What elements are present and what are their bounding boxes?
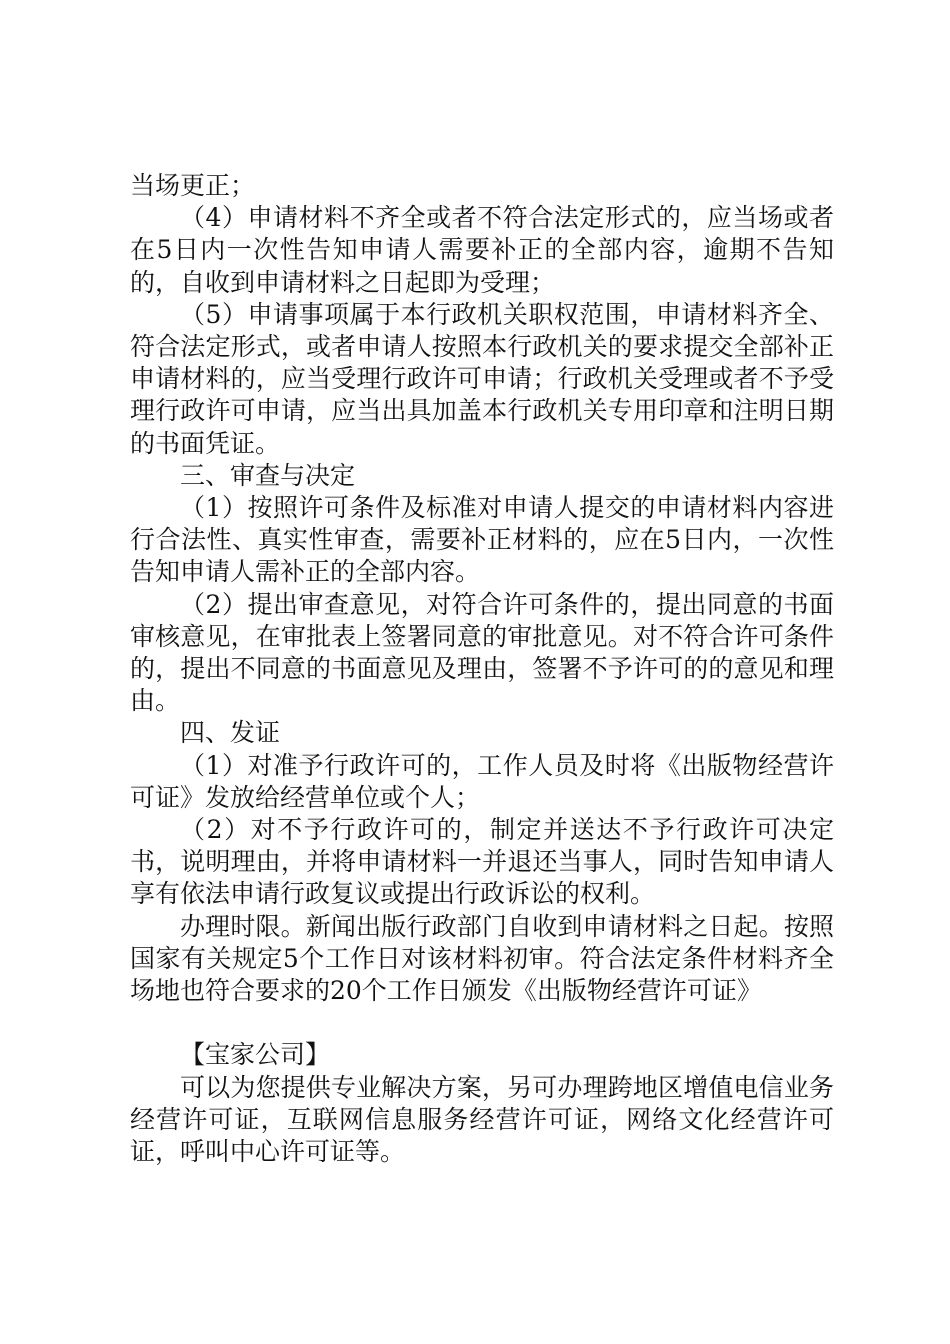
- paragraph-review-1: （1）按照许可条件及标准对申请人提交的申请材料内容进行合法性、真实性审查，需要补正材料的，应在5日内，一次性告知申请人需补正的全部内容。: [130, 493, 834, 587]
- paragraph-time-limit: 办理时限。新闻出版行政部门自收到申请材料之日起。按照国家有关规定5个工作日对该材料初审。符合法定条件材料齐全场地也符合要求的20个工作日颁发《出版物经营许可证》: [130, 911, 834, 1006]
- paragraph-review-2: （2）提出审查意见，对符合许可条件的，提出同意的书面审核意见，在审批表上签署同意的审批意见。对不符合许可条件的，提出不同意的书面意见及理由，签署不予许可的的意见和理由。: [130, 589, 834, 716]
- paragraph-item-5: （5）申请事项属于本行政机关职权范围，申请材料齐全、符合法定形式，或者申请人按照本行政机关的要求提交全部补正申请材料的，应当受理行政许可申请；行政机关受理或者不予受理行政许可申请，应当出具加盖本行政机关专用印章和注明日期的书面凭证。: [130, 299, 834, 458]
- company-heading: 【宝家公司】: [180, 1040, 331, 1070]
- paragraph-company-services: 可以为您提供专业解决方案，另可办理跨地区增值电信业务经营许可证，互联网信息服务经营许可证，网络文化经营许可证，呼叫中心许可证等。: [130, 1072, 834, 1167]
- document-body: [130, 170, 834, 1168]
- blank-line: [130, 1007, 834, 1039]
- section-heading-issuance: 四、发证: [180, 718, 281, 748]
- paragraph-item-4: （4）申请材料不齐全或者不符合法定形式的，应当场或者在5日内一次性告知申请人需要补正的全部内容，逾期不告知的，自收到申请材料之日起即为受理；: [130, 203, 834, 297]
- paragraph-issuance-2: （2）对不予行政许可的，制定并送达不予行政许可决定书，说明理由，并将申请材料一并退还当事人，同时告知申请人享有依法申请行政复议或提出行政诉讼的权利。: [130, 815, 834, 909]
- paragraph-continuation: 当场更正；: [130, 171, 256, 200]
- section-heading-review: 三、审查与决定: [180, 460, 356, 490]
- paragraph-issuance-1: （1）对准予行政许可的，工作人员及时将《出版物经营许可证》发放给经营单位或个人；: [130, 750, 834, 812]
